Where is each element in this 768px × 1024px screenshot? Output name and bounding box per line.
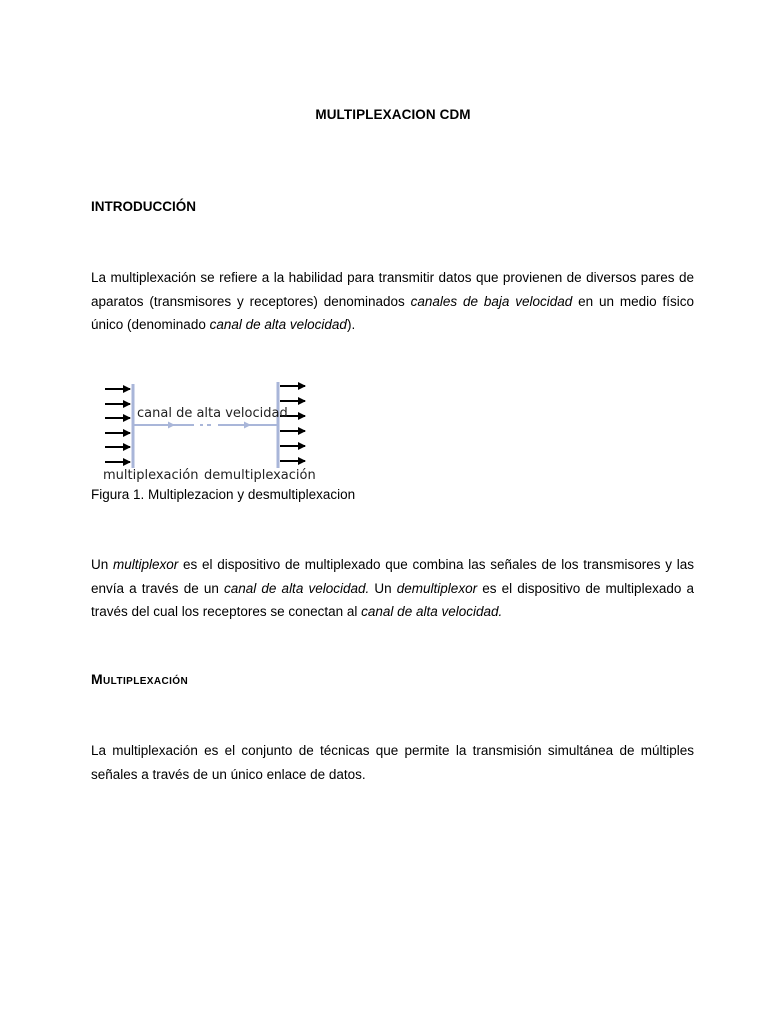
paragraph-emphasis: multiplexor — [113, 557, 179, 572]
channel-label: canal de alta velocidad — [137, 406, 288, 421]
paragraph-text: es el dispositivo de multiplexado a través del cual los receptores se conectan al — [91, 580, 694, 619]
input-arrows — [105, 389, 130, 462]
paragraph-emphasis: canal de alta velocidad — [209, 317, 347, 332]
paragraph-text: ). — [346, 317, 356, 332]
paragraph-emphasis: canal de alta velocidad. — [361, 604, 503, 619]
figure-caption: Figura 1. Multiplezacion y desmultiplexacion — [91, 487, 356, 502]
paragraph-emphasis: demultiplexor — [396, 580, 478, 596]
demultiplexing-label: demultiplexación — [204, 468, 316, 483]
multiplexing-label: multiplexación — [103, 468, 199, 483]
multiplexing-diagram — [100, 378, 330, 484]
output-arrows — [280, 386, 305, 461]
paragraph-text: es el dispositivo de multiplexado que combina las señales de los transmisores y las envía a través de un — [91, 557, 694, 596]
paragraph-intro — [91, 266, 694, 337]
paragraph-text: en un medio físico único (denominado — [91, 293, 694, 332]
section-heading-introduccion: INTRODUCCIÓN — [91, 199, 196, 214]
paragraph-text: La multiplexación se refiere a la habilidad para transmitir datos que provienen de diversos pares de aparatos (transmisores y receptores) denominados — [91, 270, 694, 309]
paragraph-multiplexor — [91, 553, 694, 624]
paragraph-text: Un — [369, 580, 397, 596]
paragraph-definition: La multiplexación es el conjunto de técnicas que permite la transmisión simultánea de múltiples señales a través de un único enlace de datos. — [91, 743, 694, 782]
page-title: MULTIPLEXACION CDM — [315, 107, 471, 122]
paragraph-emphasis: canal de alta velocidad. — [224, 580, 370, 596]
paragraph-text: Un — [91, 557, 113, 572]
paragraph-emphasis: canales de baja velocidad — [410, 293, 573, 309]
section-heading-multiplexacion: Multiplexación — [91, 671, 189, 687]
